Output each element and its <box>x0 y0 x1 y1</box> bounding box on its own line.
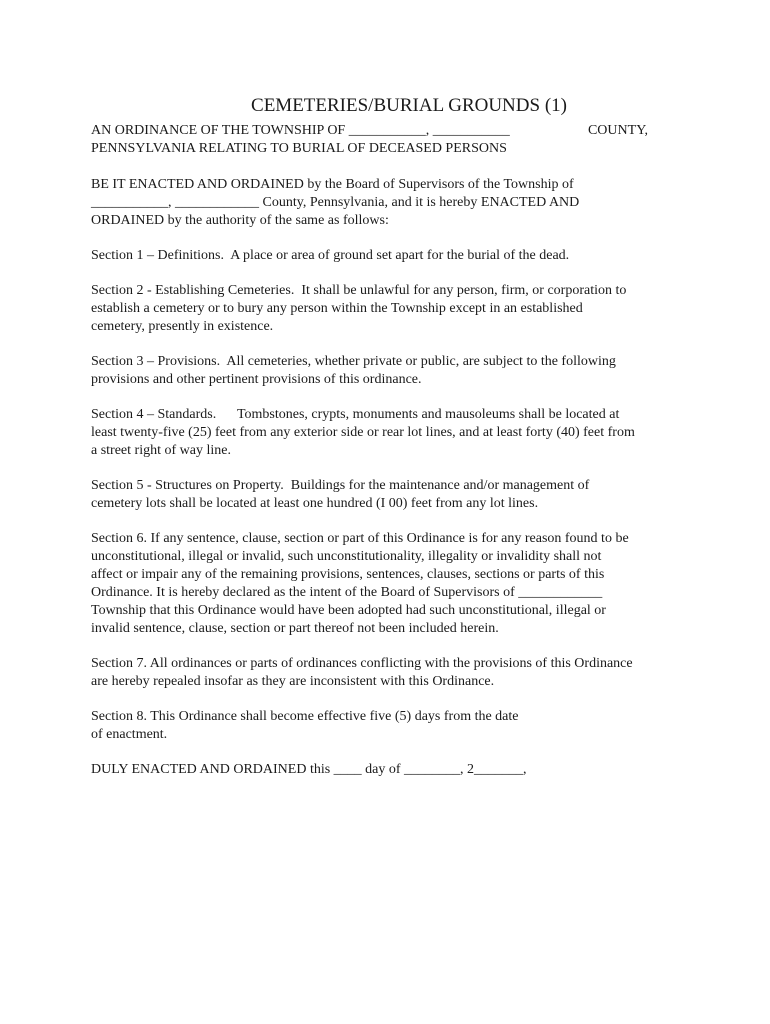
text-line: Ordinance. It is hereby declared as the intent of the Board of Supervisors of ____________ <box>91 585 603 600</box>
text-line: unconstitutional, illegal or invalid, such unconstitutionality, illegality or invalidity shall not <box>91 549 602 564</box>
text-line: Section 2 - Establishing Cemeteries. It shall be unlawful for any person, firm, or corporation to <box>91 283 627 298</box>
section-6-severability <box>91 530 691 638</box>
text-line: cemetery lots shall be located at least one hundred (I 00) feet from any lot lines. <box>91 496 539 511</box>
text-line: Township that this Ordinance would have been adopted had such unconstitutional, illegal or <box>91 603 606 618</box>
text-line: Section 8. This Ordinance shall become effective five (5) days from the date <box>91 709 519 724</box>
ordinance-heading-left: AN ORDINANCE OF THE TOWNSHIP OF ___________, ___________ <box>91 123 510 138</box>
section-3-provisions <box>91 353 691 389</box>
enacting-clause <box>91 176 691 230</box>
text-line: cemetery, presently in existence. <box>91 319 274 334</box>
text-line: a street right of way line. <box>91 443 231 458</box>
section-1-definitions <box>91 247 691 265</box>
text-line: ORDAINED by the authority of the same as follows: <box>91 213 389 228</box>
document-page <box>91 94 691 796</box>
text-line: Section 5 - Structures on Property. Buildings for the maintenance and/or management of <box>91 478 590 493</box>
closing-enactment <box>91 761 691 779</box>
text-line: Section 6. If any sentence, clause, section or part of this Ordinance is for any reason found to be <box>91 531 629 546</box>
text-line: least twenty-five (25) feet from any exterior side or rear lot lines, and at least forty (40) feet from <box>91 425 635 440</box>
text-line: establish a cemetery or to bury any person within the Township except in an established <box>91 301 583 316</box>
text-line: are hereby repealed insofar as they are inconsistent with this Ordinance. <box>91 674 495 689</box>
section-7-repealer <box>91 655 691 691</box>
section-4-standards <box>91 406 691 460</box>
text-line: invalid sentence, clause, section or part thereof not been included herein. <box>91 621 499 636</box>
text-line: provisions and other pertinent provisions of this ordinance. <box>91 372 422 387</box>
text-line: of enactment. <box>91 727 168 742</box>
text-line: Section 1 – Definitions. A place or area of ground set apart for the burial of the dead. <box>91 248 570 263</box>
ordinance-heading-line2: PENNSYLVANIA RELATING TO BURIAL OF DECEASED PERSONS <box>91 141 507 156</box>
ordinance-heading-line1 <box>91 122 648 140</box>
section-5-structures <box>91 477 691 513</box>
text-line: affect or impair any of the remaining provisions, sentences, clauses, sections or parts of this <box>91 567 605 582</box>
text-line: Section 7. All ordinances or parts of ordinances conflicting with the provisions of this Ordinance <box>91 656 633 671</box>
section-2-establishing-cemeteries <box>91 282 691 336</box>
text-line: DULY ENACTED AND ORDAINED this ____ day of ________, 2_______, <box>91 762 527 777</box>
text-line: BE IT ENACTED AND ORDAINED by the Board of Supervisors of the Township of <box>91 177 574 192</box>
text-line: Section 3 – Provisions. All cemeteries, whether private or public, are subject to the following <box>91 354 616 369</box>
ordinance-heading <box>91 122 691 158</box>
text-line: ___________, ____________ County, Pennsylvania, and it is hereby ENACTED AND <box>91 195 580 210</box>
section-8-effective-date <box>91 708 691 744</box>
document-title: CEMETERIES/BURIAL GROUNDS (1) <box>251 95 567 116</box>
ordinance-heading-right: COUNTY, <box>587 123 648 138</box>
text-line: Section 4 – Standards. Tombstones, crypts, monuments and mausoleums shall be located at <box>91 407 620 422</box>
